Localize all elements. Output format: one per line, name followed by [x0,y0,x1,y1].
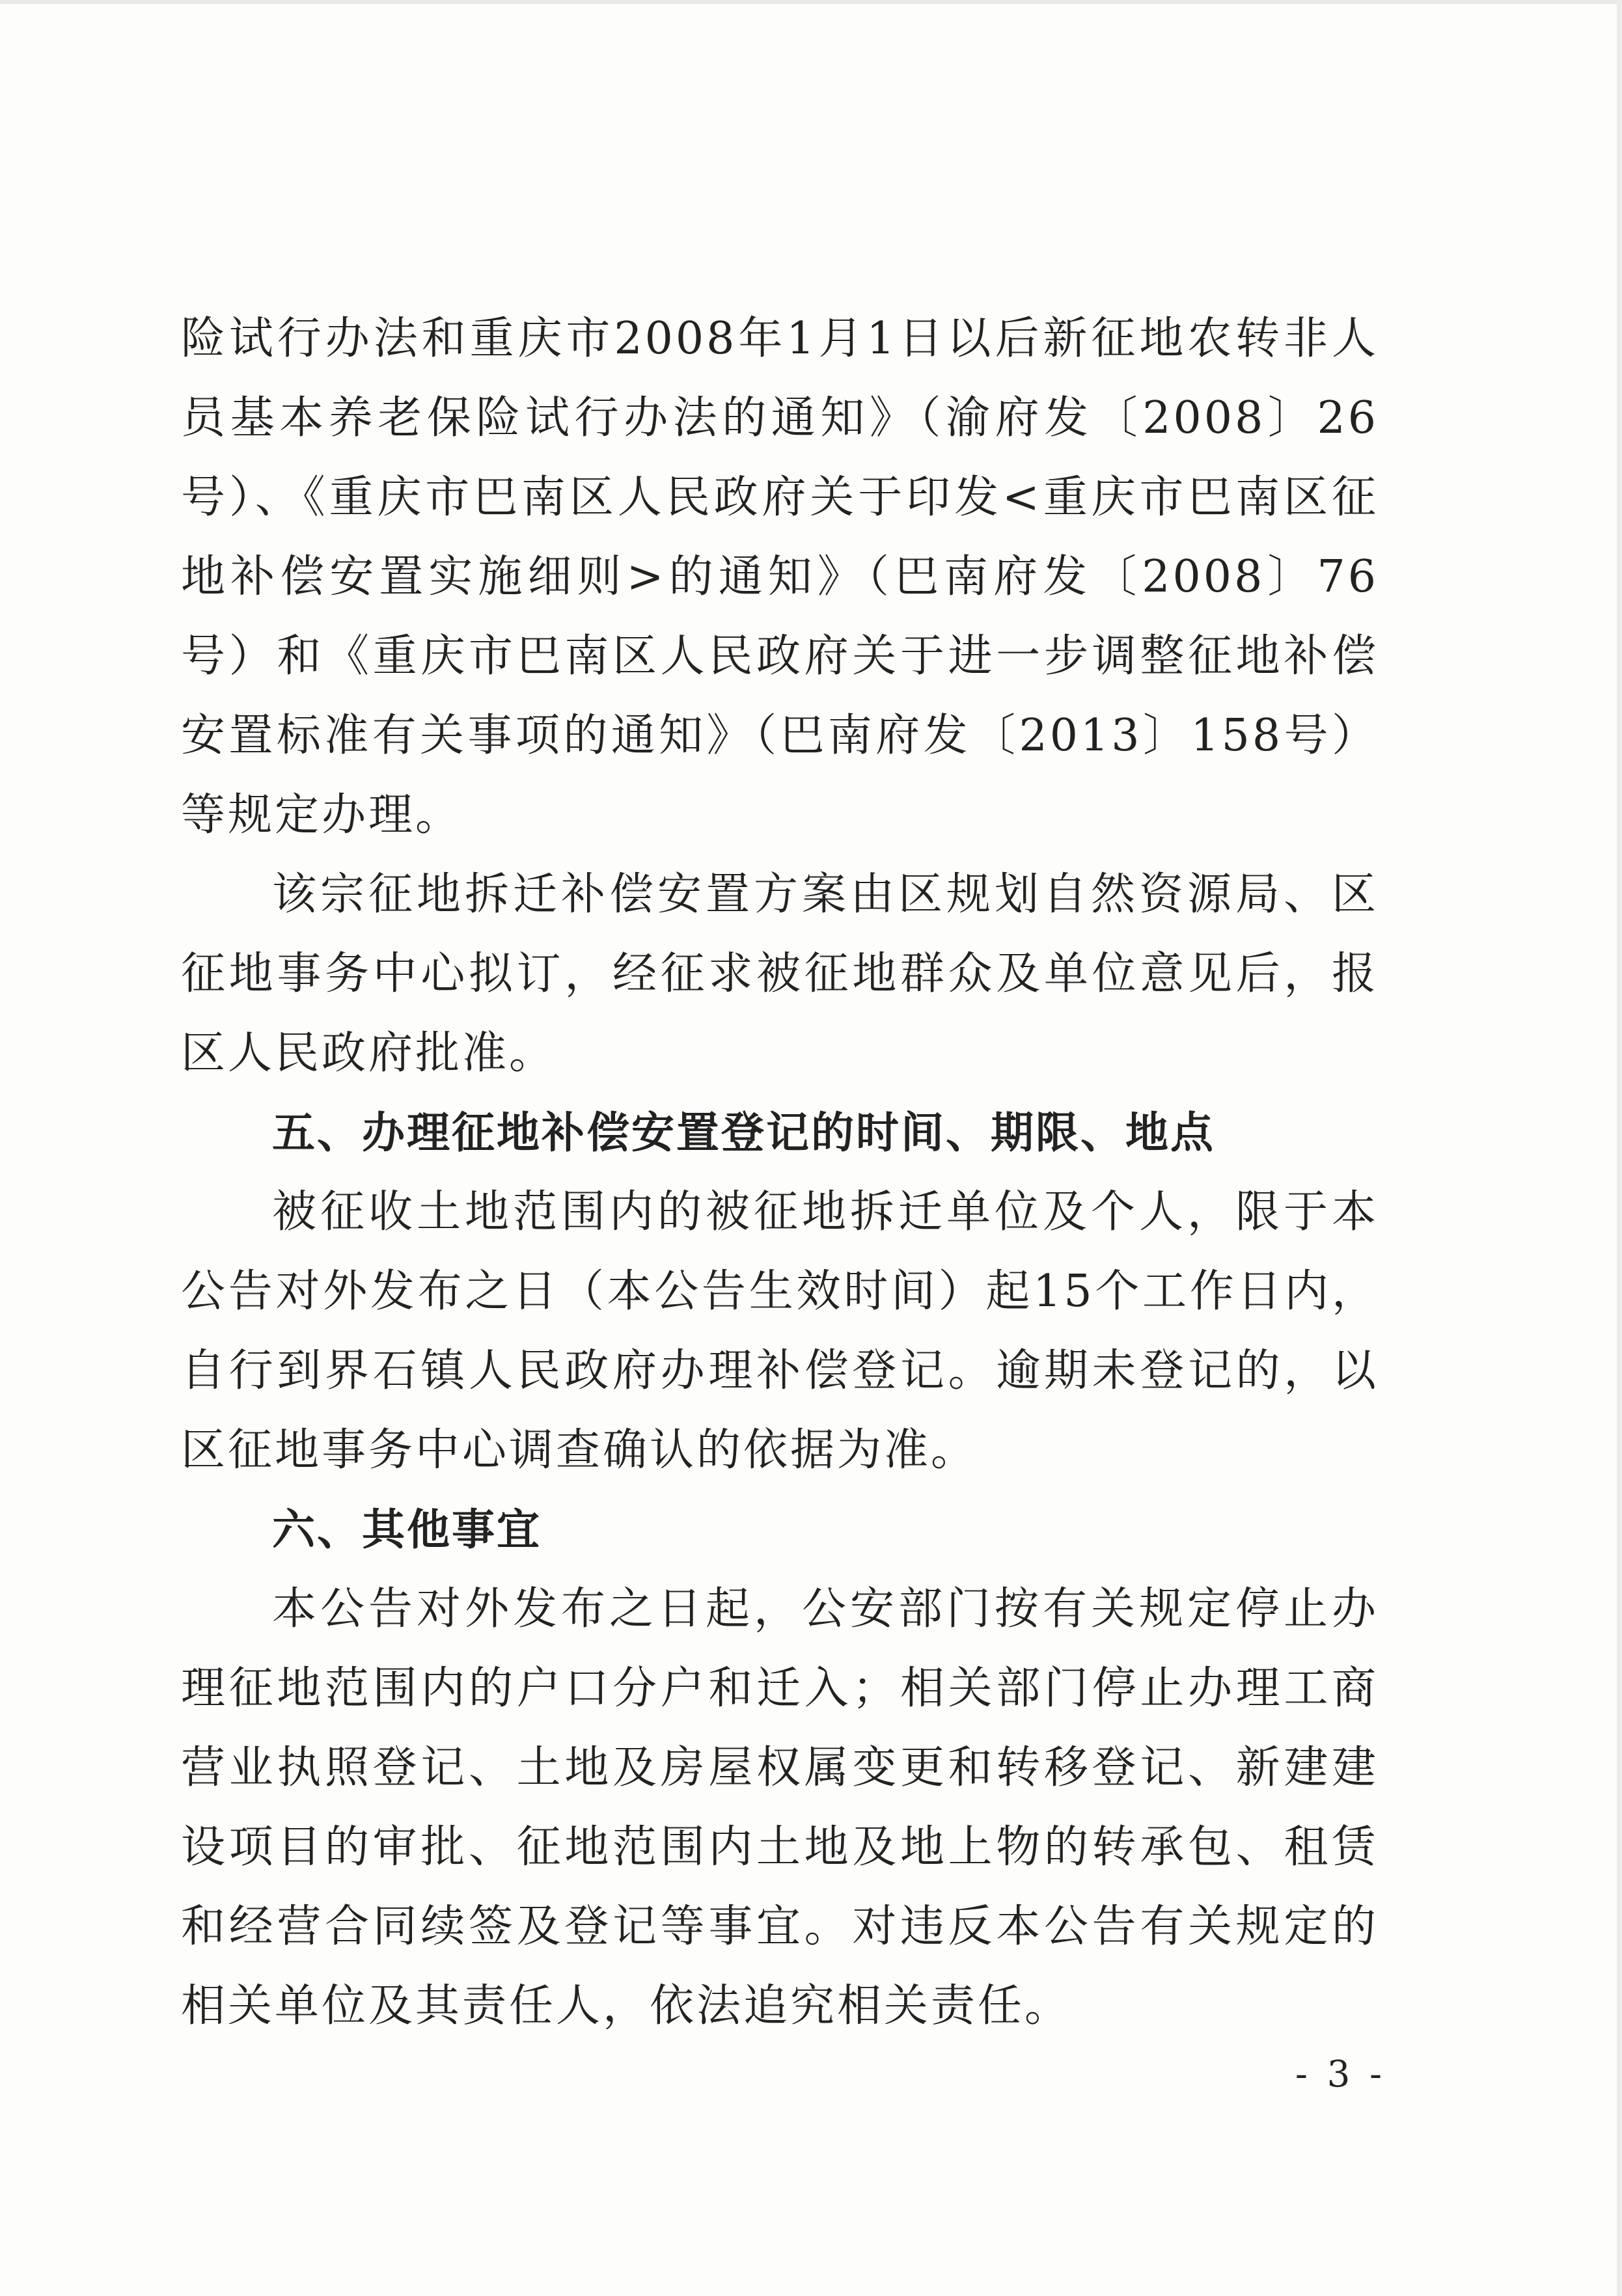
section-five-heading: 五、办理征地补偿安置登记的时间、期限、地点 [272,1108,1215,1158]
document-body [181,299,1379,2046]
section-six-heading: 六、其他事宜 [272,1505,542,1555]
continued-paragraph: 险试行办法和重庆市2008年1月1日以后新征地农转非人员基本养老保险试行办法的通知》（渝府发〔2008〕26号）、《重庆市巴南区人民政府关于印发<重庆市巴南区征地补偿安置实施细则>的通知》（巴南府发〔2008〕76号）和《重庆市巴南区人民政府关于进一步调整征地补偿安置标准有关事项的通知》（巴南府发〔2013〕158号）等规定办理。 [181,313,1379,841]
section-six-body: 本公告对外发布之日起，公安部门按有关规定停止办理征地范围内的户口分户和迁入；相关部门停止办理工商营业执照登记、土地及房屋权属变更和转移登记、新建建设项目的审批、征地范围内土地及地上物的转承包、租赁和经营合同续签及登记等事宜。对违反本公告有关规定的相关单位及其责任人，依法追究相关责任。 [181,1583,1379,2032]
scan-edge-top [0,0,1622,4]
page-number: - 3 - [1295,2053,1386,2096]
section-five-body: 被征收土地范围内的被征地拆迁单位及个人，限于本公告对外发布之日（本公告生效时间）起15个工作日内，自行到界石镇人民政府办理补偿登记。逾期未登记的，以区征地事务中心调查确认的依据为准。 [181,1186,1379,1476]
scheme-paragraph: 该宗征地拆迁补偿安置方案由区规划自然资源局、区征地事务中心拟订，经征求被征地群众及单位意见后，报区人民政府批准。 [181,869,1379,1079]
scan-edge-right [1617,0,1622,2296]
